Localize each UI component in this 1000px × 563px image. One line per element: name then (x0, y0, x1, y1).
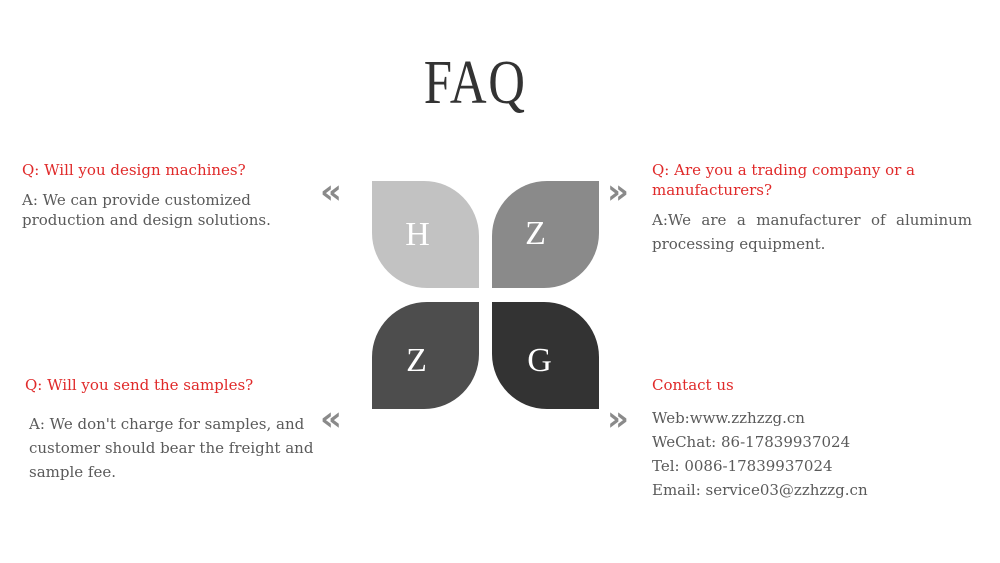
contact-heading: Contact us (652, 376, 734, 394)
faq-question: Q: Will you send the samples? (25, 376, 254, 394)
petal-letter: H (405, 215, 430, 253)
faq-question: Q: Are you a trading company or a manufacturers? (652, 161, 915, 199)
faq-item-design (22, 160, 322, 230)
faq-answer: A: We can provide customized production and design solutions. (22, 191, 271, 229)
contact-tel: Tel: 0086-17839937024 (652, 457, 833, 475)
faq-answer: A:We are a manufacturer of aluminum processing equipment. (652, 211, 972, 253)
logo-petal-z2 (372, 302, 479, 409)
contact-web[interactable]: Web:www.zzhzzg.cn (652, 409, 805, 427)
contact-email[interactable]: Email: service03@zzhzzg.cn (652, 481, 868, 499)
double-chevron-left-icon: « (320, 399, 342, 439)
double-chevron-right-icon: » (607, 172, 629, 212)
petal-letter: G (527, 341, 552, 379)
faq-item-company (652, 160, 972, 256)
petal-letter: Z (525, 214, 546, 252)
page-title: FAQ (423, 49, 527, 117)
contact-block (652, 375, 982, 502)
double-chevron-left-icon: « (320, 172, 342, 212)
faq-item-samples (25, 375, 335, 484)
faq-question: Q: Will you design machines? (22, 161, 246, 179)
logo-petal-z1 (492, 181, 599, 288)
logo-petal-g (492, 302, 599, 409)
faq-answer: A: We don't charge for samples, and customer should bear the freight and sample fee. (29, 415, 314, 481)
double-chevron-right-icon: » (607, 399, 629, 439)
contact-wechat: WeChat: 86-17839937024 (652, 433, 851, 451)
logo-petal-h (372, 181, 479, 288)
petal-letter: Z (406, 341, 427, 379)
